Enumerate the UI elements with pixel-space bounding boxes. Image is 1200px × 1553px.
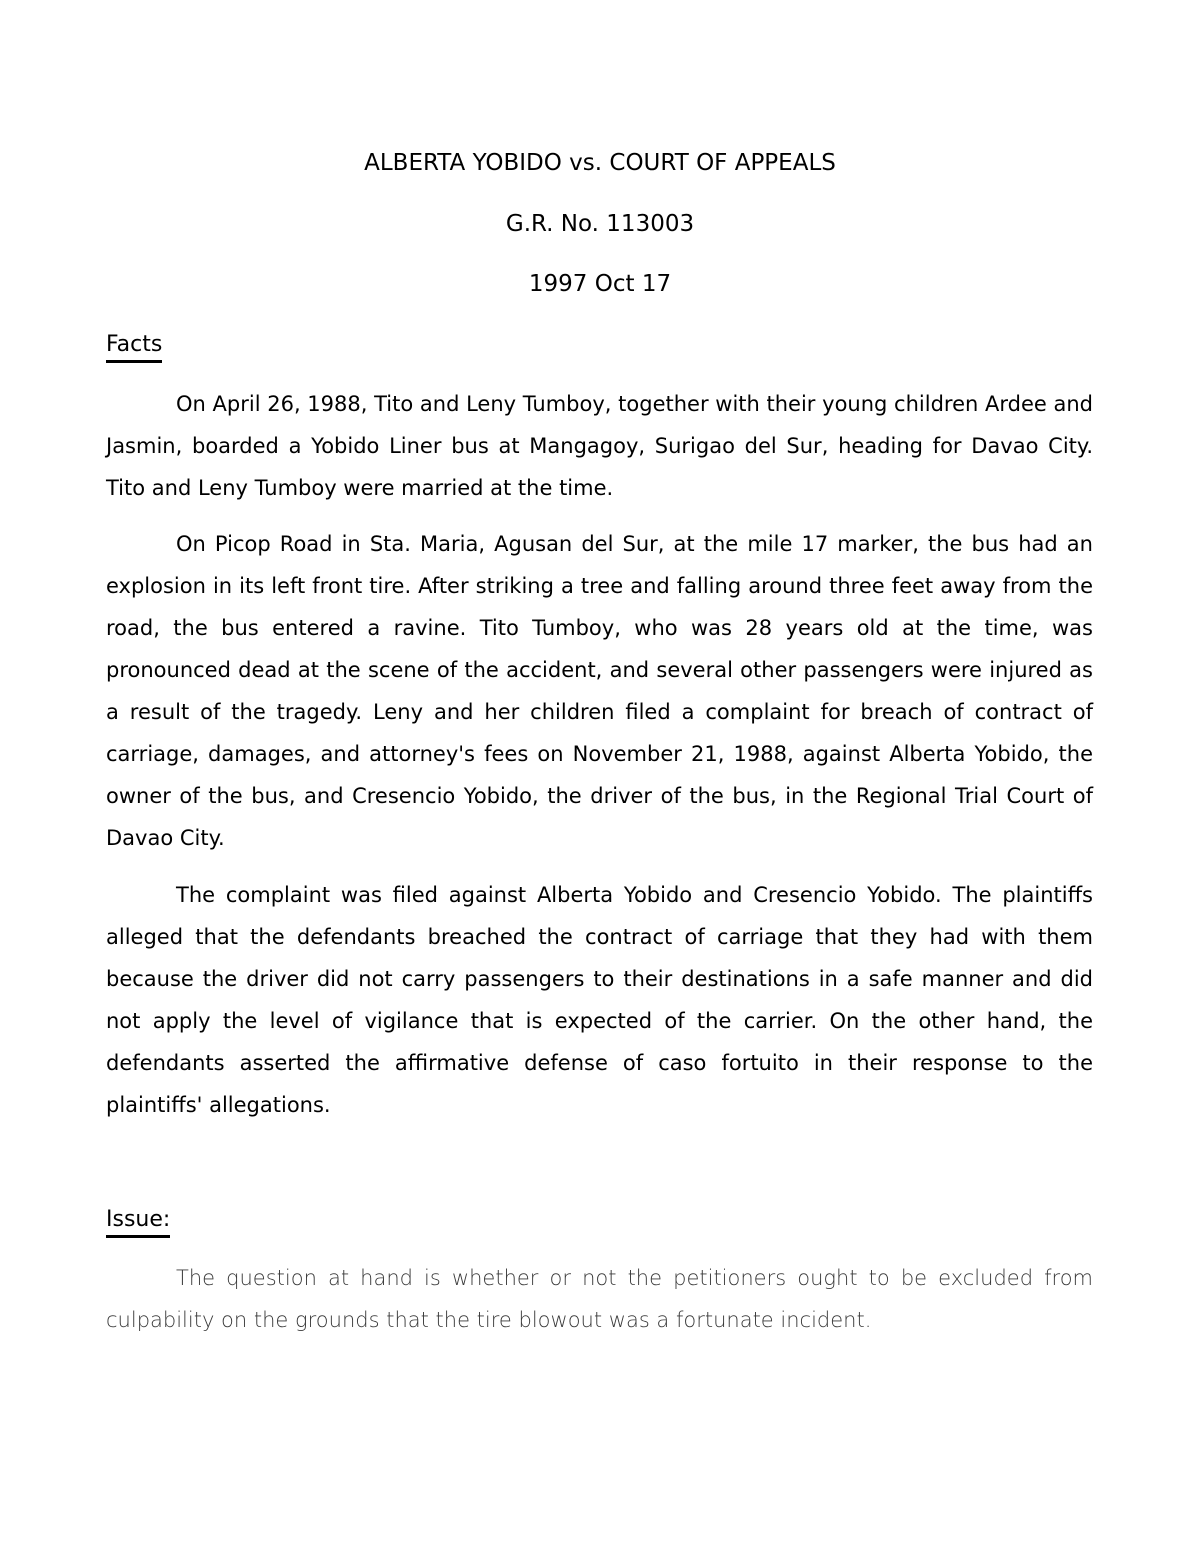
facts-heading <box>106 332 162 363</box>
case-date: 1997 Oct 17 <box>528 271 672 297</box>
case-number: G.R. No. 113003 <box>505 211 695 237</box>
facts-paragraph-3: The complaint was filed against Alberta Yobido and Cresencio Yobido. The plaintiffs alleged that the defendants breached the contract of carriage that they had with them because the driver did not carry passengers to their destinations in a safe manner and did not apply the level of vigilance that is expected of the carrier. On the other hand, the defendants asserted the affirmative defense of caso fortuito in their response to the plaintiffs' allegations. <box>106 883 1093 1117</box>
issue-heading-underline <box>106 1235 170 1238</box>
issue-heading-text: Issue: <box>106 1207 171 1232</box>
case-title: ALBERTA YOBIDO vs. COURT OF APPEALS <box>364 150 836 176</box>
issue-heading <box>106 1207 170 1238</box>
issue-paragraph: The question at hand is whether or not the petitioners ought to be excluded from culpability on the grounds that the tire blowout was a fortunate incident. <box>106 1266 1093 1332</box>
facts-paragraph-2: On Picop Road in Sta. Maria, Agusan del Sur, at the mile 17 marker, the bus had an explosion in its left front tire. After striking a tree and falling around three feet away from the road, the bus entered a ravine. Tito Tumboy, who was 28 years old at the time, was pronounced dead at the scene of the accident, and several other passengers were injured as a result of the tragedy. Leny and her children filed a complaint for breach of contract of carriage, damages, and attorney's fees on November 21, 1988, against Alberta Yobido, the owner of the bus, and Cresencio Yobido, the driver of the bus, in the Regional Trial Court of Davao City. <box>106 532 1093 850</box>
facts-heading-text: Facts <box>106 332 163 357</box>
facts-paragraph-1: On April 26, 1988, Tito and Leny Tumboy, together with their young children Ardee and Jasmin, boarded a Yobido Liner bus at Mangagoy, Surigao del Sur, heading for Davao City. Tito and Leny Tumboy were married at the time. <box>106 392 1093 500</box>
facts-heading-underline <box>106 360 162 363</box>
